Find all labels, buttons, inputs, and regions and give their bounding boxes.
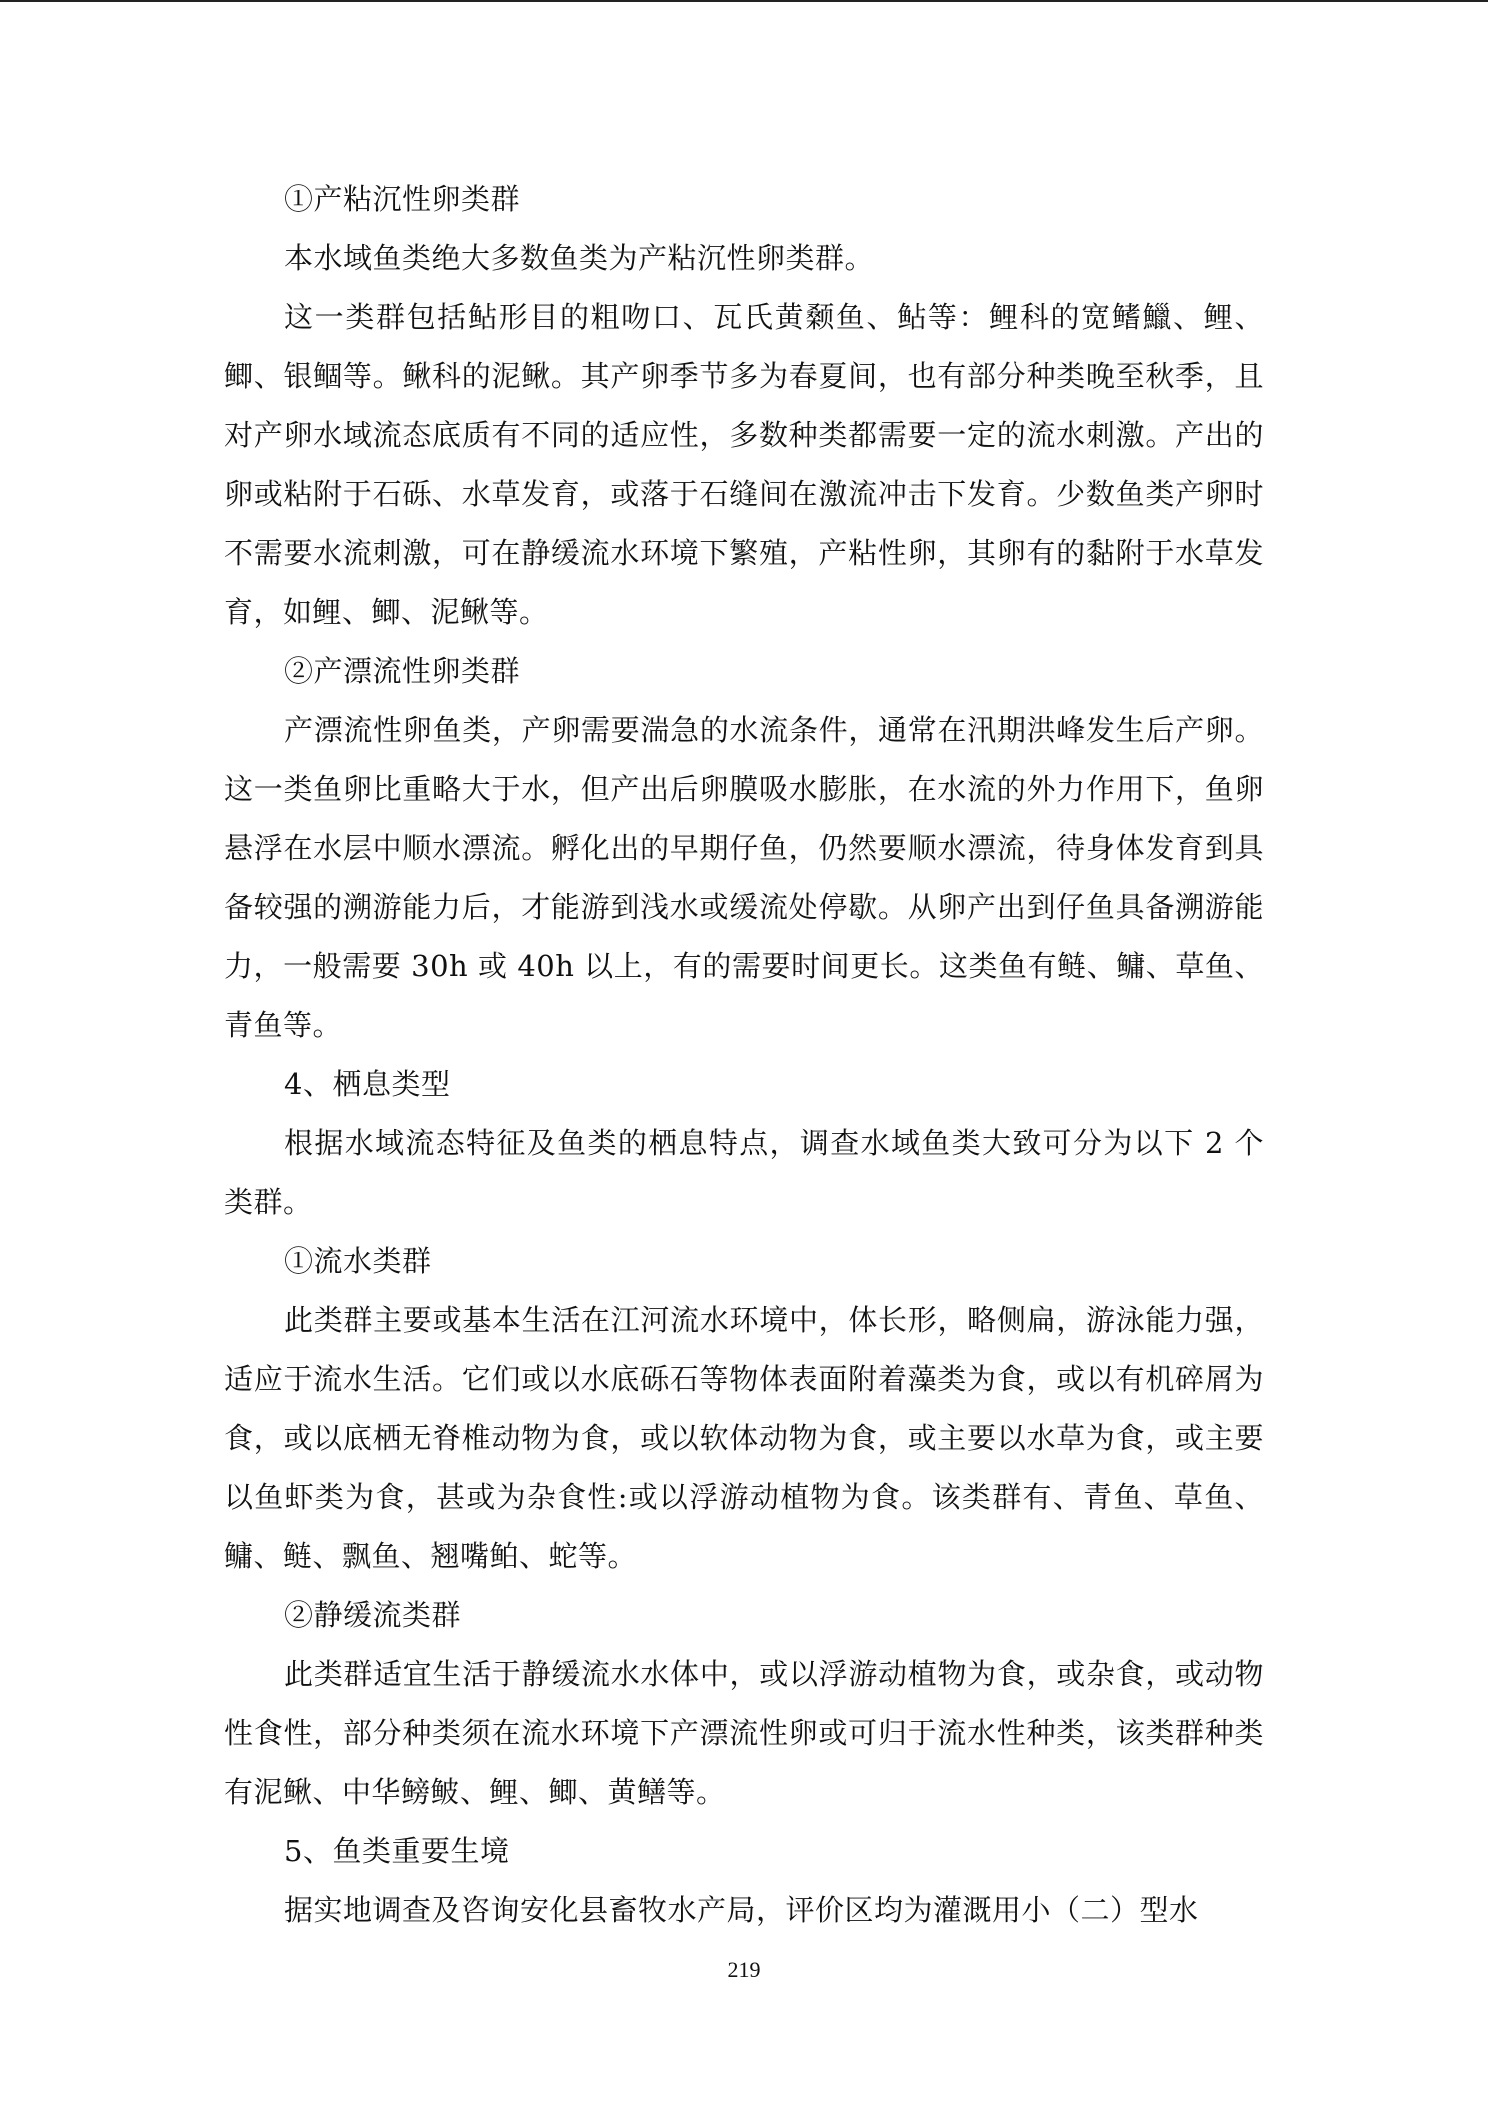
body-paragraph: 此类群适宜生活于静缓流水水体中，或以浮游动植物为食，或杂食，或动物性食性，部分种类须在流水环境下产漂流性卵或可归于流水性种类，该类群种类有泥鳅、中华鳑鲏、鲤、鲫、黄鳝等。 [224, 1657, 1264, 1809]
section-heading-drifting-eggs: ②产漂流性卵类群 [284, 654, 521, 688]
section-heading-flowing-water: ①流水类群 [284, 1244, 432, 1278]
page-number: 219 [727, 1957, 761, 1982]
page-top-border [0, 0, 1488, 2]
section-heading-adhesive-eggs: ①产粘沉性卵类群 [284, 182, 521, 216]
body-paragraph: 此类群主要或基本生活在江河流水环境中，体长形，略侧扁，游泳能力强，适应于流水生活。它们或以水底砾石等物体表面附着藻类为食，或以有机碎屑为食，或以底栖无脊椎动物为食，或以软体动物为食，或主要以水草为食，或主要以鱼虾类为食，甚或为杂食性:或以浮游动植物为食。该类群有、青鱼、草鱼、鳙、鲢、飘鱼、翘嘴鲌、蛇等。 [224, 1303, 1264, 1573]
section-heading-important-habitat: 5、鱼类重要生境 [284, 1834, 510, 1868]
body-paragraph: 根据水域流态特征及鱼类的栖息特点，调查水域鱼类大致可分为以下 2 个类群。 [224, 1126, 1264, 1219]
body-paragraph: 据实地调查及咨询安化县畜牧水产局，评价区均为灌溉用小（二）型水 [284, 1893, 1199, 1927]
body-paragraph: 本水域鱼类绝大多数鱼类为产粘沉性卵类群。 [284, 241, 875, 275]
section-heading-slow-water: ②静缓流类群 [284, 1598, 462, 1632]
body-paragraph: 这一类群包括鲇形目的粗吻口、瓦氏黄颡鱼、鲇等：鲤科的宽鳍鱲、鲤、鲫、银鲴等。鳅科的泥鳅。其产卵季节多为春夏间，也有部分种类晚至秋季，且对产卵水域流态底质有不同的适应性，多数种类都需要一定的流水刺激。产出的卵或粘附于石砾、水草发育，或落于石缝间在激流冲击下发育。少数鱼类产卵时不需要水流刺激，可在静缓流水环境下繁殖，产粘性卵，其卵有的黏附于水草发育，如鲤、鲫、泥鳅等。 [224, 300, 1264, 629]
section-heading-habitat-type: 4、栖息类型 [284, 1067, 451, 1101]
body-paragraph: 产漂流性卵鱼类，产卵需要湍急的水流条件，通常在汛期洪峰发生后产卵。这一类鱼卵比重略大于水，但产出后卵膜吸水膨胀，在水流的外力作用下，鱼卵悬浮在水层中顺水漂流。孵化出的早期仔鱼，仍然要顺水漂流，待身体发育到具备较强的溯游能力后，才能游到浅水或缓流处停歇。从卵产出到仔鱼具备溯游能力，一般需要 30h 或 40h 以上，有的需要时间更长。这类鱼有鲢、鳙、草鱼、青鱼等。 [224, 713, 1264, 1042]
document-body [224, 170, 1264, 1940]
